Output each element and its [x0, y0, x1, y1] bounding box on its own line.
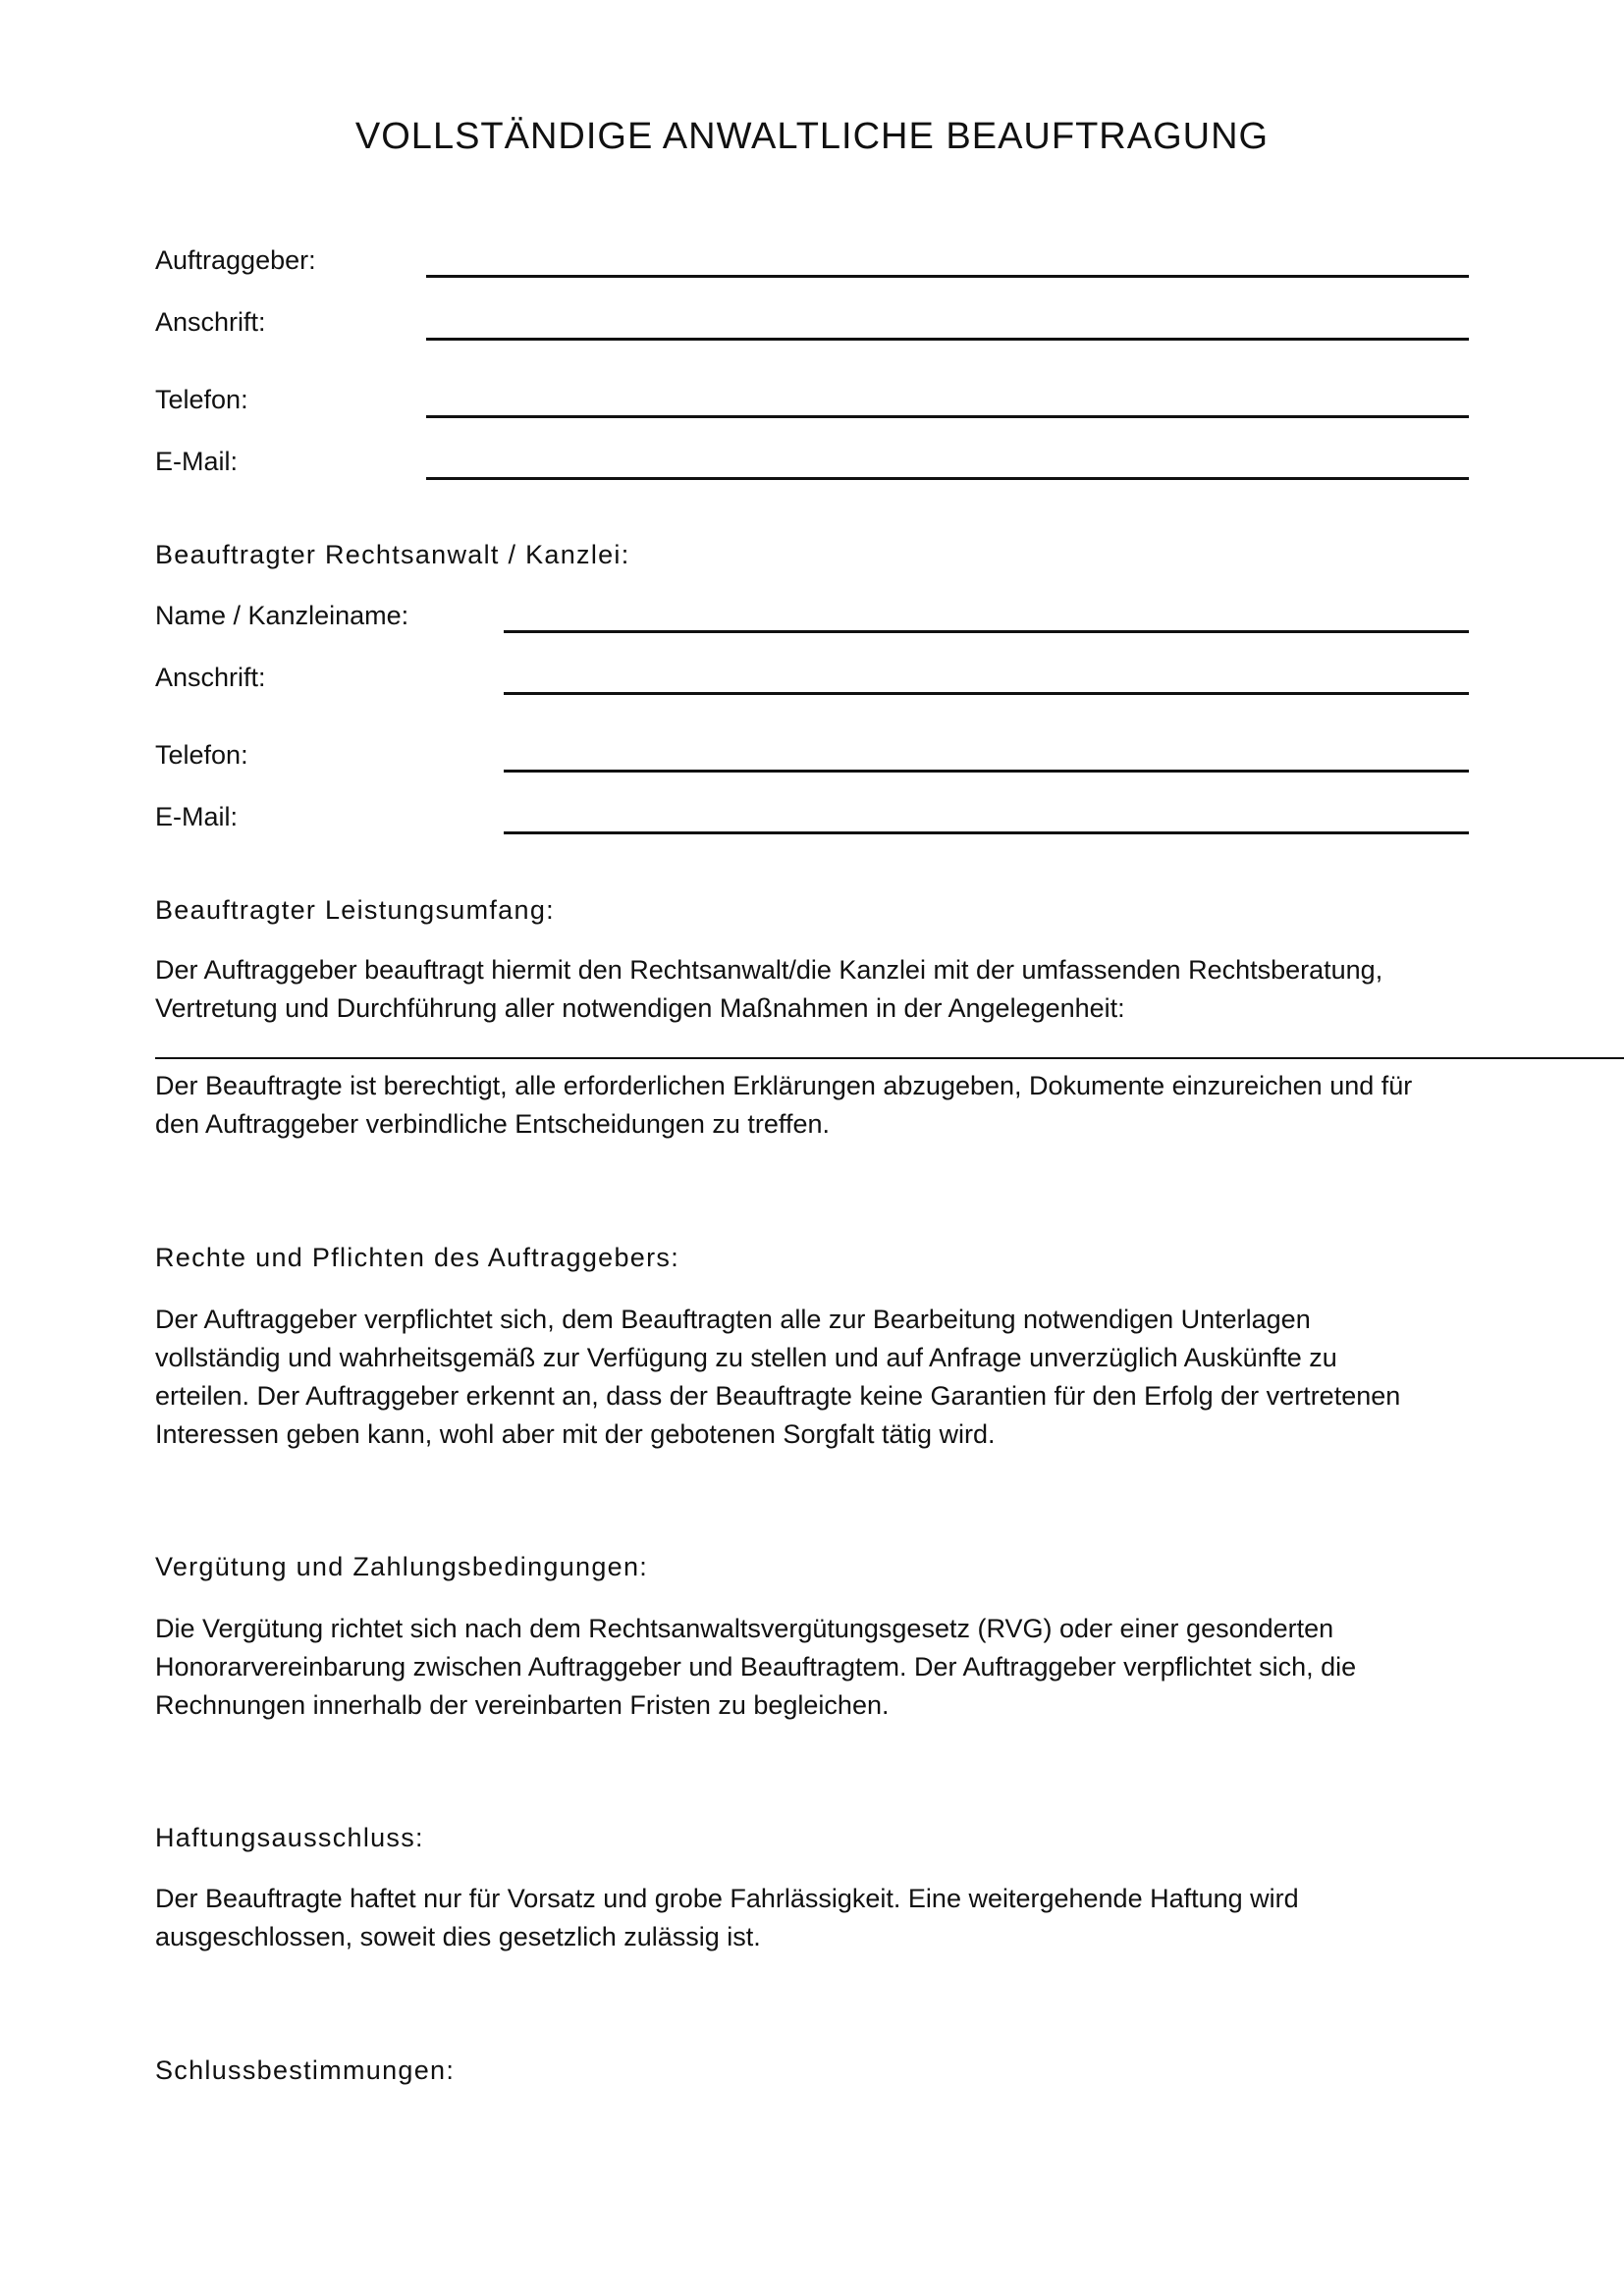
- scope-outro-paragraph: [155, 1067, 1481, 1144]
- liability-line: ausgeschlossen, soweit dies gesetzlich zulässig ist.: [155, 1922, 761, 1951]
- scope-intro-line: Vertretung und Durchführung aller notwendigen Maßnahmen in der Angelegenheit:: [155, 993, 1125, 1023]
- client-name-field[interactable]: [426, 275, 1469, 278]
- client-address-field[interactable]: [426, 338, 1469, 341]
- rights-line: Der Auftraggeber verpflichtet sich, dem Beauftragten alle zur Bearbeitung notwendigen Unterlagen: [155, 1305, 1311, 1334]
- lawyer-phone-field[interactable]: [504, 770, 1469, 773]
- client-phone-field[interactable]: [426, 415, 1469, 418]
- lawyer-email-label: E-Mail:: [155, 802, 239, 831]
- client-phone-label: Telefon:: [155, 385, 248, 414]
- payment-line: Rechnungen innerhalb der vereinbarten Fristen zu begleichen.: [155, 1690, 890, 1720]
- lawyer-email-field[interactable]: [504, 831, 1469, 834]
- client-email-field[interactable]: [426, 477, 1469, 480]
- payment-heading: Vergütung und Zahlungsbedingungen:: [155, 1552, 649, 1581]
- rights-paragraph: [155, 1301, 1481, 1454]
- rights-heading: Rechte und Pflichten des Auftraggebers:: [155, 1243, 680, 1272]
- liability-line: Der Beauftragte haftet nur für Vorsatz und grobe Fahrlässigkeit. Eine weitergehende Haftung wird: [155, 1884, 1299, 1913]
- scope-intro-paragraph: [155, 951, 1481, 1028]
- lawyer-phone-label: Telefon:: [155, 740, 248, 770]
- rights-line: erteilen. Der Auftraggeber erkennt an, dass der Beauftragte keine Garantien für den Erfolg der vertretenen: [155, 1381, 1401, 1411]
- client-name-label: Auftraggeber:: [155, 245, 316, 275]
- payment-line: Honorarvereinbarung zwischen Auftraggeber und Beauftragtem. Der Auftraggeber verpflichtet sich, die: [155, 1652, 1357, 1682]
- scope-outro-line: Der Beauftragte ist berechtigt, alle erforderlichen Erklärungen abzugeben, Dokumente einzureichen und für: [155, 1071, 1413, 1100]
- final-heading: Schlussbestimmungen:: [155, 2056, 456, 2085]
- client-address-label: Anschrift:: [155, 307, 266, 337]
- rights-line: Interessen geben kann, wohl aber mit der gebotenen Sorgfalt tätig wird.: [155, 1419, 996, 1449]
- payment-line: Die Vergütung richtet sich nach dem Rechtsanwaltsvergütungsgesetz (RVG) oder einer gesonderten: [155, 1614, 1334, 1643]
- scope-intro-line: Der Auftraggeber beauftragt hiermit den Rechtsanwalt/die Kanzlei mit der umfassenden Rechtsberatung,: [155, 955, 1383, 985]
- lawyer-address-label: Anschrift:: [155, 663, 266, 692]
- liability-paragraph: [155, 1880, 1481, 1956]
- rights-line: vollständig und wahrheitsgemäß zur Verfügung zu stellen und auf Anfrage unverzüglich Auskünfte zu: [155, 1343, 1337, 1372]
- scope-heading: Beauftragter Leistungsumfang:: [155, 895, 555, 925]
- document-title: VOLLSTÄNDIGE ANWALTLICHE BEAUFTRAGUNG: [354, 116, 1270, 157]
- scope-outro-line: den Auftraggeber verbindliche Entscheidungen zu treffen.: [155, 1109, 830, 1139]
- lawyer-address-field[interactable]: [504, 692, 1469, 695]
- matter-fill-line[interactable]: [155, 1057, 1624, 1059]
- lawyer-name-label: Name / Kanzleiname:: [155, 601, 409, 630]
- client-email-label: E-Mail:: [155, 447, 239, 476]
- payment-paragraph: [155, 1610, 1481, 1725]
- liability-heading: Haftungsausschluss:: [155, 1823, 424, 1852]
- lawyer-heading: Beauftragter Rechtsanwalt / Kanzlei:: [155, 540, 630, 569]
- lawyer-name-field[interactable]: [504, 630, 1469, 633]
